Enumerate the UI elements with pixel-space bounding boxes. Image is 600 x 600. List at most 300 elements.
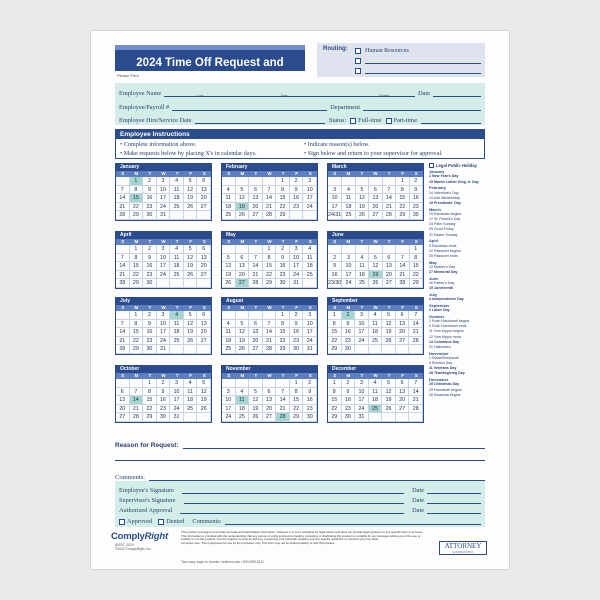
day-cell[interactable]: 14 (116, 328, 130, 337)
day-cell[interactable] (236, 311, 250, 320)
day-cell[interactable]: 7 (116, 320, 130, 329)
day-cell[interactable]: 19 (236, 337, 250, 346)
day-cell[interactable] (303, 279, 317, 288)
day-cell[interactable]: 7 (409, 379, 423, 388)
day-cell[interactable]: 25 (222, 345, 236, 354)
day-cell[interactable]: 14 (409, 388, 423, 397)
day-cell[interactable]: 12 (184, 186, 198, 195)
day-cell[interactable]: 11 (303, 254, 317, 263)
day-cell[interactable]: 8 (290, 388, 304, 397)
day-cell[interactable]: 16 (328, 271, 342, 280)
day-cell[interactable]: 7 (409, 311, 423, 320)
day-cell[interactable]: 2 (328, 254, 342, 263)
day-cell[interactable]: 8 (130, 186, 144, 195)
day-cell[interactable]: 9 (410, 186, 423, 195)
day-cell[interactable]: 25 (303, 271, 317, 280)
day-cell[interactable]: 18 (170, 328, 184, 337)
day-cell[interactable]: 8 (328, 320, 342, 329)
routing-3-checkbox[interactable] (355, 68, 361, 74)
day-cell[interactable]: 25 (170, 271, 184, 280)
day-cell[interactable] (249, 177, 263, 186)
day-cell[interactable]: 9 (143, 254, 157, 263)
day-cell[interactable]: 15 (276, 194, 290, 203)
day-cell[interactable]: 28 (249, 279, 263, 288)
day-cell[interactable] (222, 177, 236, 186)
day-cell[interactable]: 10 (170, 388, 184, 397)
day-cell[interactable]: 3 (328, 186, 342, 195)
reason-field[interactable] (183, 443, 485, 449)
day-cell[interactable]: 12 (222, 262, 236, 271)
day-cell[interactable]: 1 (130, 311, 144, 320)
day-cell[interactable]: 5 (184, 311, 198, 320)
day-cell[interactable]: 19 (236, 203, 250, 212)
day-cell[interactable]: 5 (356, 186, 369, 195)
day-cell[interactable]: 27 (249, 211, 263, 220)
day-cell[interactable]: 6 (197, 177, 211, 186)
day-cell[interactable]: 21 (263, 337, 277, 346)
day-cell[interactable]: 26 (197, 405, 211, 414)
day-cell[interactable] (197, 345, 211, 354)
day-cell[interactable]: 14 (249, 262, 263, 271)
day-cell[interactable]: 29 (276, 345, 290, 354)
day-cell[interactable]: 3 (157, 177, 171, 186)
day-cell[interactable]: 21 (409, 328, 423, 337)
day-cell[interactable]: 5 (222, 254, 236, 263)
day-cell[interactable]: 25 (369, 405, 383, 414)
day-cell[interactable]: 16 (143, 328, 157, 337)
day-cell[interactable]: 13 (197, 320, 211, 329)
day-cell[interactable]: 28 (409, 405, 423, 414)
day-cell[interactable]: 27 (383, 279, 396, 288)
day-cell[interactable]: 10 (303, 320, 317, 329)
day-cell[interactable] (249, 311, 263, 320)
day-cell[interactable] (116, 311, 130, 320)
day-cell[interactable]: 7 (263, 186, 277, 195)
day-cell[interactable]: 29 (290, 413, 304, 422)
day-cell[interactable]: 31 (157, 345, 171, 354)
day-cell[interactable]: 19 (184, 194, 198, 203)
day-cell[interactable]: 27 (236, 279, 250, 288)
day-cell[interactable]: 28 (383, 211, 396, 220)
day-cell[interactable]: 26 (236, 211, 250, 220)
day-cell[interactable]: 25 (222, 211, 236, 220)
day-cell[interactable]: 20 (249, 203, 263, 212)
day-cell[interactable]: 11 (236, 396, 250, 405)
day-cell[interactable]: 11 (222, 328, 236, 337)
day-cell[interactable]: 31 (170, 413, 184, 422)
day-cell[interactable]: 5 (382, 379, 396, 388)
day-cell[interactable]: 20 (197, 262, 211, 271)
day-cell[interactable]: 29 (396, 211, 409, 220)
day-cell[interactable]: 27 (249, 345, 263, 354)
day-cell[interactable]: 17 (355, 328, 369, 337)
day-cell[interactable]: 19 (382, 328, 396, 337)
day-cell[interactable]: 27 (396, 337, 410, 346)
day-cell[interactable]: 27 (197, 337, 211, 346)
day-cell[interactable]: 6 (116, 388, 130, 397)
day-cell[interactable]: 29 (130, 211, 144, 220)
day-cell[interactable]: 18 (184, 396, 198, 405)
day-cell[interactable]: 10 (355, 320, 369, 329)
day-cell[interactable]: 27 (197, 203, 211, 212)
day-cell[interactable]: 5 (184, 177, 198, 186)
day-cell[interactable]: 13 (197, 254, 211, 263)
day-cell[interactable]: 22 (290, 405, 304, 414)
day-cell[interactable]: 5 (184, 245, 198, 254)
day-cell[interactable] (369, 345, 383, 354)
day-cell[interactable]: 20 (396, 396, 410, 405)
day-cell[interactable]: 23 (410, 203, 423, 212)
day-cell[interactable]: 29 (328, 345, 342, 354)
day-cell[interactable]: 5 (249, 388, 263, 397)
day-cell[interactable]: 2 (303, 379, 317, 388)
day-cell[interactable]: 6 (236, 254, 250, 263)
day-cell[interactable] (170, 279, 184, 288)
day-cell[interactable] (369, 245, 382, 254)
day-cell[interactable]: 25 (342, 211, 355, 220)
routing-2-line[interactable] (365, 58, 481, 64)
day-cell[interactable] (170, 345, 184, 354)
day-cell[interactable]: 5 (369, 254, 382, 263)
day-cell[interactable]: 11 (356, 262, 369, 271)
day-cell[interactable]: 9 (157, 388, 171, 397)
day-cell[interactable]: 10 (222, 396, 236, 405)
day-cell[interactable]: 21 (249, 271, 263, 280)
day-cell[interactable]: 30 (157, 413, 171, 422)
day-cell[interactable]: 28 (263, 211, 277, 220)
day-cell[interactable]: 17 (328, 203, 342, 212)
day-cell[interactable]: 12 (236, 194, 250, 203)
day-cell[interactable]: 11 (222, 194, 236, 203)
day-cell[interactable] (116, 379, 130, 388)
day-cell[interactable]: 28 (116, 345, 130, 354)
day-cell[interactable]: 28 (116, 211, 130, 220)
day-cell[interactable]: 30 (143, 211, 157, 220)
day-cell[interactable]: 1 (263, 245, 277, 254)
day-cell[interactable] (409, 413, 423, 422)
day-cell[interactable]: 7 (383, 186, 396, 195)
day-cell[interactable]: 4 (303, 245, 317, 254)
day-cell[interactable]: 4 (184, 379, 198, 388)
day-cell[interactable]: 7 (116, 186, 130, 195)
day-cell[interactable] (369, 413, 383, 422)
day-cell[interactable]: 1 (328, 379, 342, 388)
day-cell[interactable]: 27 (197, 271, 211, 280)
day-cell[interactable]: 23 (303, 405, 317, 414)
day-cell[interactable]: 13 (383, 262, 396, 271)
day-cell[interactable]: 12 (369, 262, 382, 271)
day-cell[interactable]: 23 (342, 405, 356, 414)
day-cell[interactable]: 6 (369, 186, 382, 195)
day-cell[interactable]: 16 (143, 262, 157, 271)
day-cell[interactable]: 7 (396, 254, 409, 263)
day-cell[interactable]: 5 (382, 311, 396, 320)
day-cell[interactable]: 24 (355, 337, 369, 346)
day-cell[interactable]: 9 (143, 186, 157, 195)
day-cell[interactable]: 2 (290, 311, 304, 320)
day-cell[interactable]: 13 (396, 320, 410, 329)
day-cell[interactable]: 10 (157, 254, 171, 263)
day-cell[interactable]: 10 (355, 388, 369, 397)
day-cell[interactable]: 15 (130, 328, 144, 337)
day-cell[interactable]: 16 (303, 396, 317, 405)
day-cell[interactable]: 24 (290, 271, 304, 280)
routing-option-3[interactable] (355, 66, 481, 75)
day-cell[interactable]: 16 (290, 194, 304, 203)
day-cell[interactable]: 26 (184, 203, 198, 212)
day-cell[interactable]: 16 (290, 328, 304, 337)
day-cell[interactable]: 27 (396, 405, 410, 414)
day-cell[interactable]: 26 (382, 405, 396, 414)
day-cell[interactable]: 22 (130, 203, 144, 212)
day-cell[interactable]: 1 (130, 245, 144, 254)
day-cell[interactable]: 17 (222, 405, 236, 414)
day-cell[interactable] (396, 345, 410, 354)
full-time-checkbox[interactable] (350, 118, 356, 124)
status-line[interactable] (421, 116, 481, 124)
day-cell[interactable]: 17 (157, 194, 171, 203)
day-cell[interactable]: 8 (263, 254, 277, 263)
day-cell[interactable] (184, 345, 198, 354)
day-cell[interactable]: 16 (143, 194, 157, 203)
day-cell[interactable]: 13 (369, 194, 382, 203)
day-cell[interactable]: 3 (342, 254, 355, 263)
part-time-checkbox[interactable] (386, 118, 392, 124)
day-cell[interactable]: 22 (276, 337, 290, 346)
day-cell[interactable]: 23 (157, 405, 171, 414)
day-cell[interactable]: 3 (290, 245, 304, 254)
day-cell[interactable]: 20 (249, 337, 263, 346)
day-cell[interactable]: 9 (290, 320, 304, 329)
day-cell[interactable]: 14 (263, 328, 277, 337)
day-cell[interactable] (382, 345, 396, 354)
day-cell[interactable]: 29 (410, 279, 423, 288)
day-cell[interactable] (342, 245, 355, 254)
day-cell[interactable]: 19 (184, 262, 198, 271)
day-cell[interactable]: 28 (116, 279, 130, 288)
day-cell[interactable]: 18 (303, 262, 317, 271)
day-cell[interactable]: 11 (369, 320, 383, 329)
day-cell[interactable]: 11 (342, 194, 355, 203)
day-cell[interactable]: 31 (157, 211, 171, 220)
department-field[interactable] (363, 103, 481, 111)
routing-option-hr[interactable] (355, 46, 481, 55)
day-cell[interactable]: 23 (290, 203, 304, 212)
day-cell[interactable] (342, 177, 355, 186)
day-cell[interactable]: 19 (222, 271, 236, 280)
day-cell[interactable]: 4 (170, 177, 184, 186)
day-cell[interactable] (236, 245, 250, 254)
day-cell[interactable]: 31 (303, 345, 317, 354)
day-cell[interactable]: 22 (328, 337, 342, 346)
day-cell[interactable] (303, 211, 317, 220)
day-cell[interactable]: 3 (157, 245, 171, 254)
day-cell[interactable]: 7 (116, 254, 130, 263)
day-cell[interactable]: 2 (290, 177, 304, 186)
day-cell[interactable] (236, 379, 250, 388)
day-cell[interactable] (184, 211, 198, 220)
day-cell[interactable]: 21 (263, 203, 277, 212)
day-cell[interactable] (383, 245, 396, 254)
day-cell[interactable]: 4 (369, 311, 383, 320)
day-cell[interactable]: 20 (197, 328, 211, 337)
day-cell[interactable] (355, 345, 369, 354)
day-cell[interactable]: 16 (157, 396, 171, 405)
day-cell[interactable]: 12 (356, 194, 369, 203)
day-cell[interactable] (157, 279, 171, 288)
day-cell[interactable] (184, 413, 198, 422)
day-cell[interactable]: 10 (157, 320, 171, 329)
day-cell[interactable]: 9 (328, 262, 342, 271)
day-cell[interactable]: 18 (369, 328, 383, 337)
day-cell[interactable]: 6 (249, 186, 263, 195)
day-cell[interactable]: 14 (116, 194, 130, 203)
day-cell[interactable]: 13 (236, 262, 250, 271)
day-cell[interactable]: 27 (369, 211, 382, 220)
day-cell[interactable]: 12 (197, 388, 211, 397)
day-cell[interactable]: 4 (369, 379, 383, 388)
day-cell[interactable]: 5 (197, 379, 211, 388)
day-cell[interactable]: 15 (263, 262, 277, 271)
day-cell[interactable] (290, 211, 304, 220)
day-cell[interactable] (396, 245, 409, 254)
day-cell[interactable]: 28 (396, 279, 409, 288)
day-cell[interactable]: 22 (130, 271, 144, 280)
day-cell[interactable]: 30 (410, 211, 423, 220)
day-cell[interactable] (263, 311, 277, 320)
day-cell[interactable]: 4 (222, 320, 236, 329)
day-cell[interactable]: 22 (328, 405, 342, 414)
day-cell[interactable]: 29 (263, 279, 277, 288)
routing-2-checkbox[interactable] (355, 58, 361, 64)
day-cell[interactable]: 15 (396, 194, 409, 203)
day-cell[interactable]: 20 (116, 405, 130, 414)
day-cell[interactable]: 13 (396, 388, 410, 397)
day-cell[interactable]: 13 (197, 186, 211, 195)
day-cell[interactable]: 4 (356, 254, 369, 263)
day-cell[interactable]: 23 (342, 337, 356, 346)
day-cell[interactable]: 1 (290, 379, 304, 388)
day-cell[interactable]: 2 (143, 245, 157, 254)
day-cell[interactable] (116, 245, 130, 254)
day-cell[interactable]: 21 (116, 337, 130, 346)
day-cell[interactable]: 23 (143, 203, 157, 212)
day-cell[interactable]: 16 (276, 262, 290, 271)
day-cell[interactable]: 12 (184, 254, 198, 263)
day-cell[interactable]: 15 (130, 194, 144, 203)
day-cell[interactable]: 2 (342, 379, 356, 388)
day-cell[interactable]: 9 (303, 388, 317, 397)
day-cell[interactable]: 2 (143, 311, 157, 320)
day-cell[interactable]: 29 (130, 345, 144, 354)
day-cell[interactable]: 10 (342, 262, 355, 271)
day-cell[interactable]: 22 (276, 203, 290, 212)
day-cell[interactable]: 14 (383, 194, 396, 203)
day-cell[interactable]: 4 (342, 186, 355, 195)
day-cell[interactable]: 30 (143, 279, 157, 288)
day-cell[interactable]: 29 (130, 279, 144, 288)
day-cell[interactable]: 3 (157, 311, 171, 320)
day-cell[interactable]: 12 (382, 320, 396, 329)
day-cell[interactable]: 16 (410, 194, 423, 203)
day-cell[interactable]: 26 (249, 413, 263, 422)
day-cell[interactable]: 26 (184, 337, 198, 346)
day-cell[interactable]: 15 (130, 262, 144, 271)
day-cell[interactable]: 17 (303, 328, 317, 337)
day-cell[interactable]: 8 (276, 186, 290, 195)
day-cell[interactable]: 7 (249, 254, 263, 263)
day-cell[interactable]: 12 (184, 320, 198, 329)
day-cell[interactable]: 12 (236, 328, 250, 337)
day-cell[interactable]: 10 (290, 254, 304, 263)
day-cell[interactable]: 1 (276, 311, 290, 320)
day-cell[interactable]: 3 (355, 379, 369, 388)
day-cell[interactable] (369, 177, 382, 186)
day-cell[interactable] (356, 177, 369, 186)
day-cell[interactable]: 19 (184, 328, 198, 337)
day-cell[interactable]: 22 (130, 337, 144, 346)
day-cell[interactable]: 23 (143, 337, 157, 346)
day-cell[interactable]: 8 (410, 254, 423, 263)
day-cell[interactable] (197, 211, 211, 220)
day-cell[interactable]: 21 (276, 405, 290, 414)
day-cell[interactable]: 4 (222, 186, 236, 195)
day-cell[interactable]: 17 (342, 271, 355, 280)
day-cell[interactable]: 8 (396, 186, 409, 195)
day-cell[interactable]: 26 (236, 345, 250, 354)
day-cell[interactable]: 21 (130, 405, 144, 414)
day-cell[interactable]: 14 (396, 262, 409, 271)
day-cell[interactable] (197, 279, 211, 288)
day-cell[interactable]: 4 (170, 245, 184, 254)
day-cell[interactable]: 26 (382, 337, 396, 346)
day-cell[interactable]: 18 (222, 337, 236, 346)
day-cell[interactable]: 1 (410, 245, 423, 254)
day-cell[interactable]: 16 (342, 328, 356, 337)
day-cell[interactable] (130, 379, 144, 388)
day-cell[interactable]: 3 (355, 311, 369, 320)
routing-option-2[interactable] (355, 56, 481, 65)
day-cell[interactable]: 2 (143, 177, 157, 186)
day-cell[interactable]: 1 (396, 177, 409, 186)
day-cell[interactable]: 24 (157, 337, 171, 346)
day-cell[interactable]: 21 (409, 396, 423, 405)
day-cell[interactable]: 28 (409, 337, 423, 346)
day-cell[interactable]: 20 (383, 271, 396, 280)
day-cell[interactable]: 24 (222, 413, 236, 422)
day-cell[interactable]: 14 (409, 320, 423, 329)
day-cell[interactable]: 5 (236, 186, 250, 195)
day-cell[interactable]: 11 (170, 254, 184, 263)
day-cell[interactable]: 17 (157, 262, 171, 271)
day-cell[interactable] (328, 177, 342, 186)
day-cell[interactable] (249, 245, 263, 254)
day-cell[interactable]: 28 (130, 413, 144, 422)
day-cell[interactable]: 15 (410, 262, 423, 271)
day-cell[interactable]: 23/30 (328, 280, 342, 287)
day-cell[interactable]: 31 (290, 279, 304, 288)
day-cell[interactable]: 7 (263, 320, 277, 329)
day-cell[interactable]: 19 (249, 405, 263, 414)
day-cell[interactable]: 14 (276, 396, 290, 405)
day-cell[interactable]: 19 (356, 203, 369, 212)
day-cell[interactable]: 5 (236, 320, 250, 329)
day-cell[interactable]: 26 (356, 211, 369, 220)
day-cell[interactable]: 6 (197, 245, 211, 254)
day-cell[interactable] (276, 379, 290, 388)
payroll-field[interactable] (172, 103, 327, 111)
day-cell[interactable] (236, 177, 250, 186)
